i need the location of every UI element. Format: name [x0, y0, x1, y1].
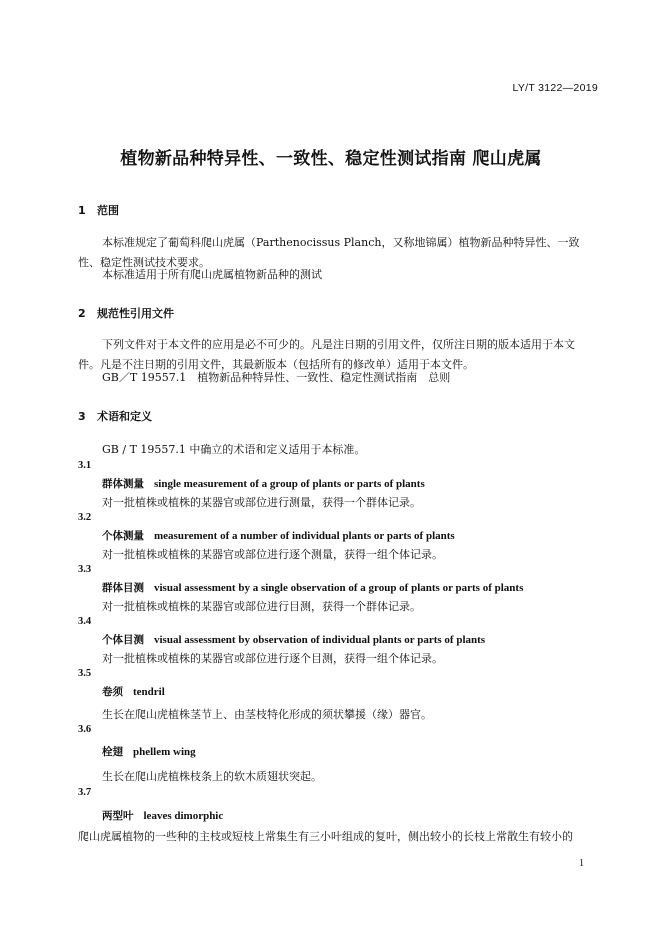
- scope-paragraph-2: [78, 265, 602, 285]
- term-cn: 群体测量: [102, 478, 144, 490]
- term-entry: [102, 580, 523, 595]
- page-number: 1: [579, 858, 584, 869]
- term-entry: [102, 476, 425, 491]
- term-en: tendril: [133, 686, 165, 698]
- term-number: 3.6: [78, 724, 92, 735]
- term-cn: 群体目测: [102, 582, 144, 594]
- term-cn: 个体测量: [102, 530, 144, 542]
- term-cn: 个体目测: [102, 634, 144, 646]
- section-title: 术语和定义: [97, 410, 152, 423]
- section-number: 3: [78, 410, 86, 423]
- term-entry: [102, 744, 196, 759]
- term-entry: [102, 528, 455, 543]
- term-definition: 对一批植株或植株的某器官或部位进行逐个目测，获得一组个体记录。: [102, 652, 443, 665]
- document-title: 植物新品种特异性、一致性、稳定性测试指南 爬山虎属: [120, 149, 542, 169]
- term-number: 3.7: [78, 787, 92, 798]
- term-definition: 生长在爬山虎植株茎节上、由茎枝特化形成的须状攀援（缘）器官。: [102, 708, 432, 721]
- term-definition: 生长在爬山虎植株枝条上的软木质翅状突起。: [102, 770, 322, 783]
- text-line: 性、稳定性测试技术要求。: [78, 256, 210, 269]
- term-en: single measurement of a group of plants or parts of plants: [154, 478, 425, 490]
- section-title: 范围: [97, 204, 119, 217]
- section-heading-terms: [78, 408, 152, 424]
- term-definition: 对一批植株或植株的某器官或部位进行逐个测量，获得一组个体记录。: [102, 548, 443, 561]
- section-number: 1: [78, 204, 86, 217]
- section-title: 规范性引用文件: [97, 307, 174, 320]
- term-number: 3.2: [78, 512, 92, 523]
- standard-number: LY/T 3122—2019: [512, 82, 598, 94]
- text-line: GB / T 19557.1 中确立的术语和定义适用于本标准。: [102, 443, 366, 456]
- references-paragraph-2: [78, 368, 602, 388]
- section-heading-normative-references: [78, 305, 174, 321]
- term-entry: [102, 684, 165, 699]
- term-en: visual assessment by a single observation of a group of plants or parts of plants: [154, 582, 524, 594]
- term-entry: [102, 808, 223, 823]
- term-cn: 两型叶: [102, 810, 134, 822]
- section-number: 2: [78, 307, 86, 320]
- text-line: 本标准规定了葡萄科爬山虎属（Parthenocissus Planch，又称地锦属）植物新品种特异性、一致: [102, 236, 580, 249]
- term-number: 3.5: [78, 668, 92, 679]
- term-definition: 爬山虎属植物的一些种的主枝或短枝上常集生有三小叶组成的复叶，侧出较小的长枝上常散生有较小的: [78, 830, 573, 843]
- term-definition: 对一批植株或植株的某器官或部位进行测量，获得一个群体记录。: [102, 496, 421, 509]
- term-entry: [102, 632, 485, 647]
- term-number: 3.1: [78, 460, 92, 471]
- text-line: GB／T 19557.1 植物新品种特异性、一致性、稳定性测试指南 总则: [102, 371, 451, 384]
- term-cn: 卷须: [102, 686, 123, 698]
- term-en: phellem wing: [133, 746, 196, 758]
- term-number: 3.3: [78, 564, 92, 575]
- section-heading-scope: [78, 202, 119, 218]
- text-line: 本标准适用于所有爬山虎属植物新品种的测试: [102, 268, 322, 281]
- text-line: 件。凡是不注日期的引用文件，其最新版本（包括所有的修改单）适用于本文件。: [78, 358, 474, 371]
- text-line: 下列文件对于本文件的应用是必不可少的。凡是注日期的引用文件，仅所注日期的版本适用于本文: [102, 338, 575, 351]
- term-definition: 对一批植株或植株的某器官或部位进行目测，获得一个群体记录。: [102, 600, 421, 613]
- term-en: leaves dimorphic: [143, 810, 224, 822]
- term-en: visual assessment by observation of individual plants or parts of plants: [154, 634, 486, 646]
- term-en: measurement of a number of individual plants or parts of plants: [154, 530, 455, 542]
- term-cn: 栓翅: [102, 746, 123, 758]
- terms-intro: [78, 440, 602, 460]
- term-number: 3.4: [78, 616, 92, 627]
